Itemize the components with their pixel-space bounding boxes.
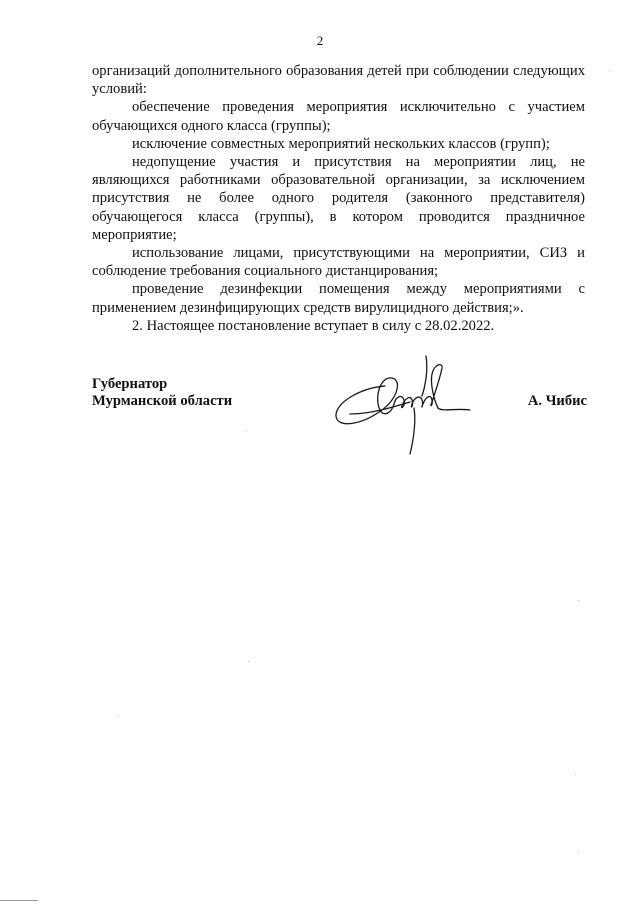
signatory-name: А. Чибис [527,393,587,409]
scan-speck [578,600,579,601]
paragraph-effective-date: 2. Настоящее постановление вступает в силу с 28.02.2022. [132,317,495,334]
paragraph-condition-ppe: использование лицами, присутствующими на мероприятии, СИЗ и соблюдение требования социального дистанцирования; [92,245,585,280]
signatory-title: Губернатор [92,376,168,392]
scan-speck [578,851,579,852]
paragraph-condition-no-joint-events: исключение совместных мероприятий нескольких классов (групп); [132,135,550,152]
signatory-position [92,376,232,410]
signatory-region: Мурманской области [92,393,233,409]
scan-speck [575,774,576,775]
page-number: 2 [316,33,324,48]
document-body [92,62,585,335]
paragraph-continuation: организаций дополнительного образования детей при соблюдении следующих условий: [92,63,585,98]
scan-speck [118,716,119,717]
scan-edge-mark [0,900,38,901]
paragraph-condition-no-outsiders: недопущение участия и присутствия на мероприятии лиц, не являющихся работниками образовательной организации, за исключением присутствия не более одного родителя (законного представителя) обучающегося класса (группы), в котором проводится праздничное мероприятие; [92,154,585,243]
paragraph-condition-single-class: обеспечение проведения мероприятия исключительно с участием обучающихся одного класса (группы); [92,99,585,134]
scan-speck [609,70,610,71]
paragraph-condition-disinfection: проведение дезинфекции помещения между мероприятиями с применением дезинфицирующих средств вирулицидного действия;». [92,281,585,316]
scan-speck [246,430,247,431]
scan-speck [248,661,249,662]
handwritten-signature [330,348,480,458]
